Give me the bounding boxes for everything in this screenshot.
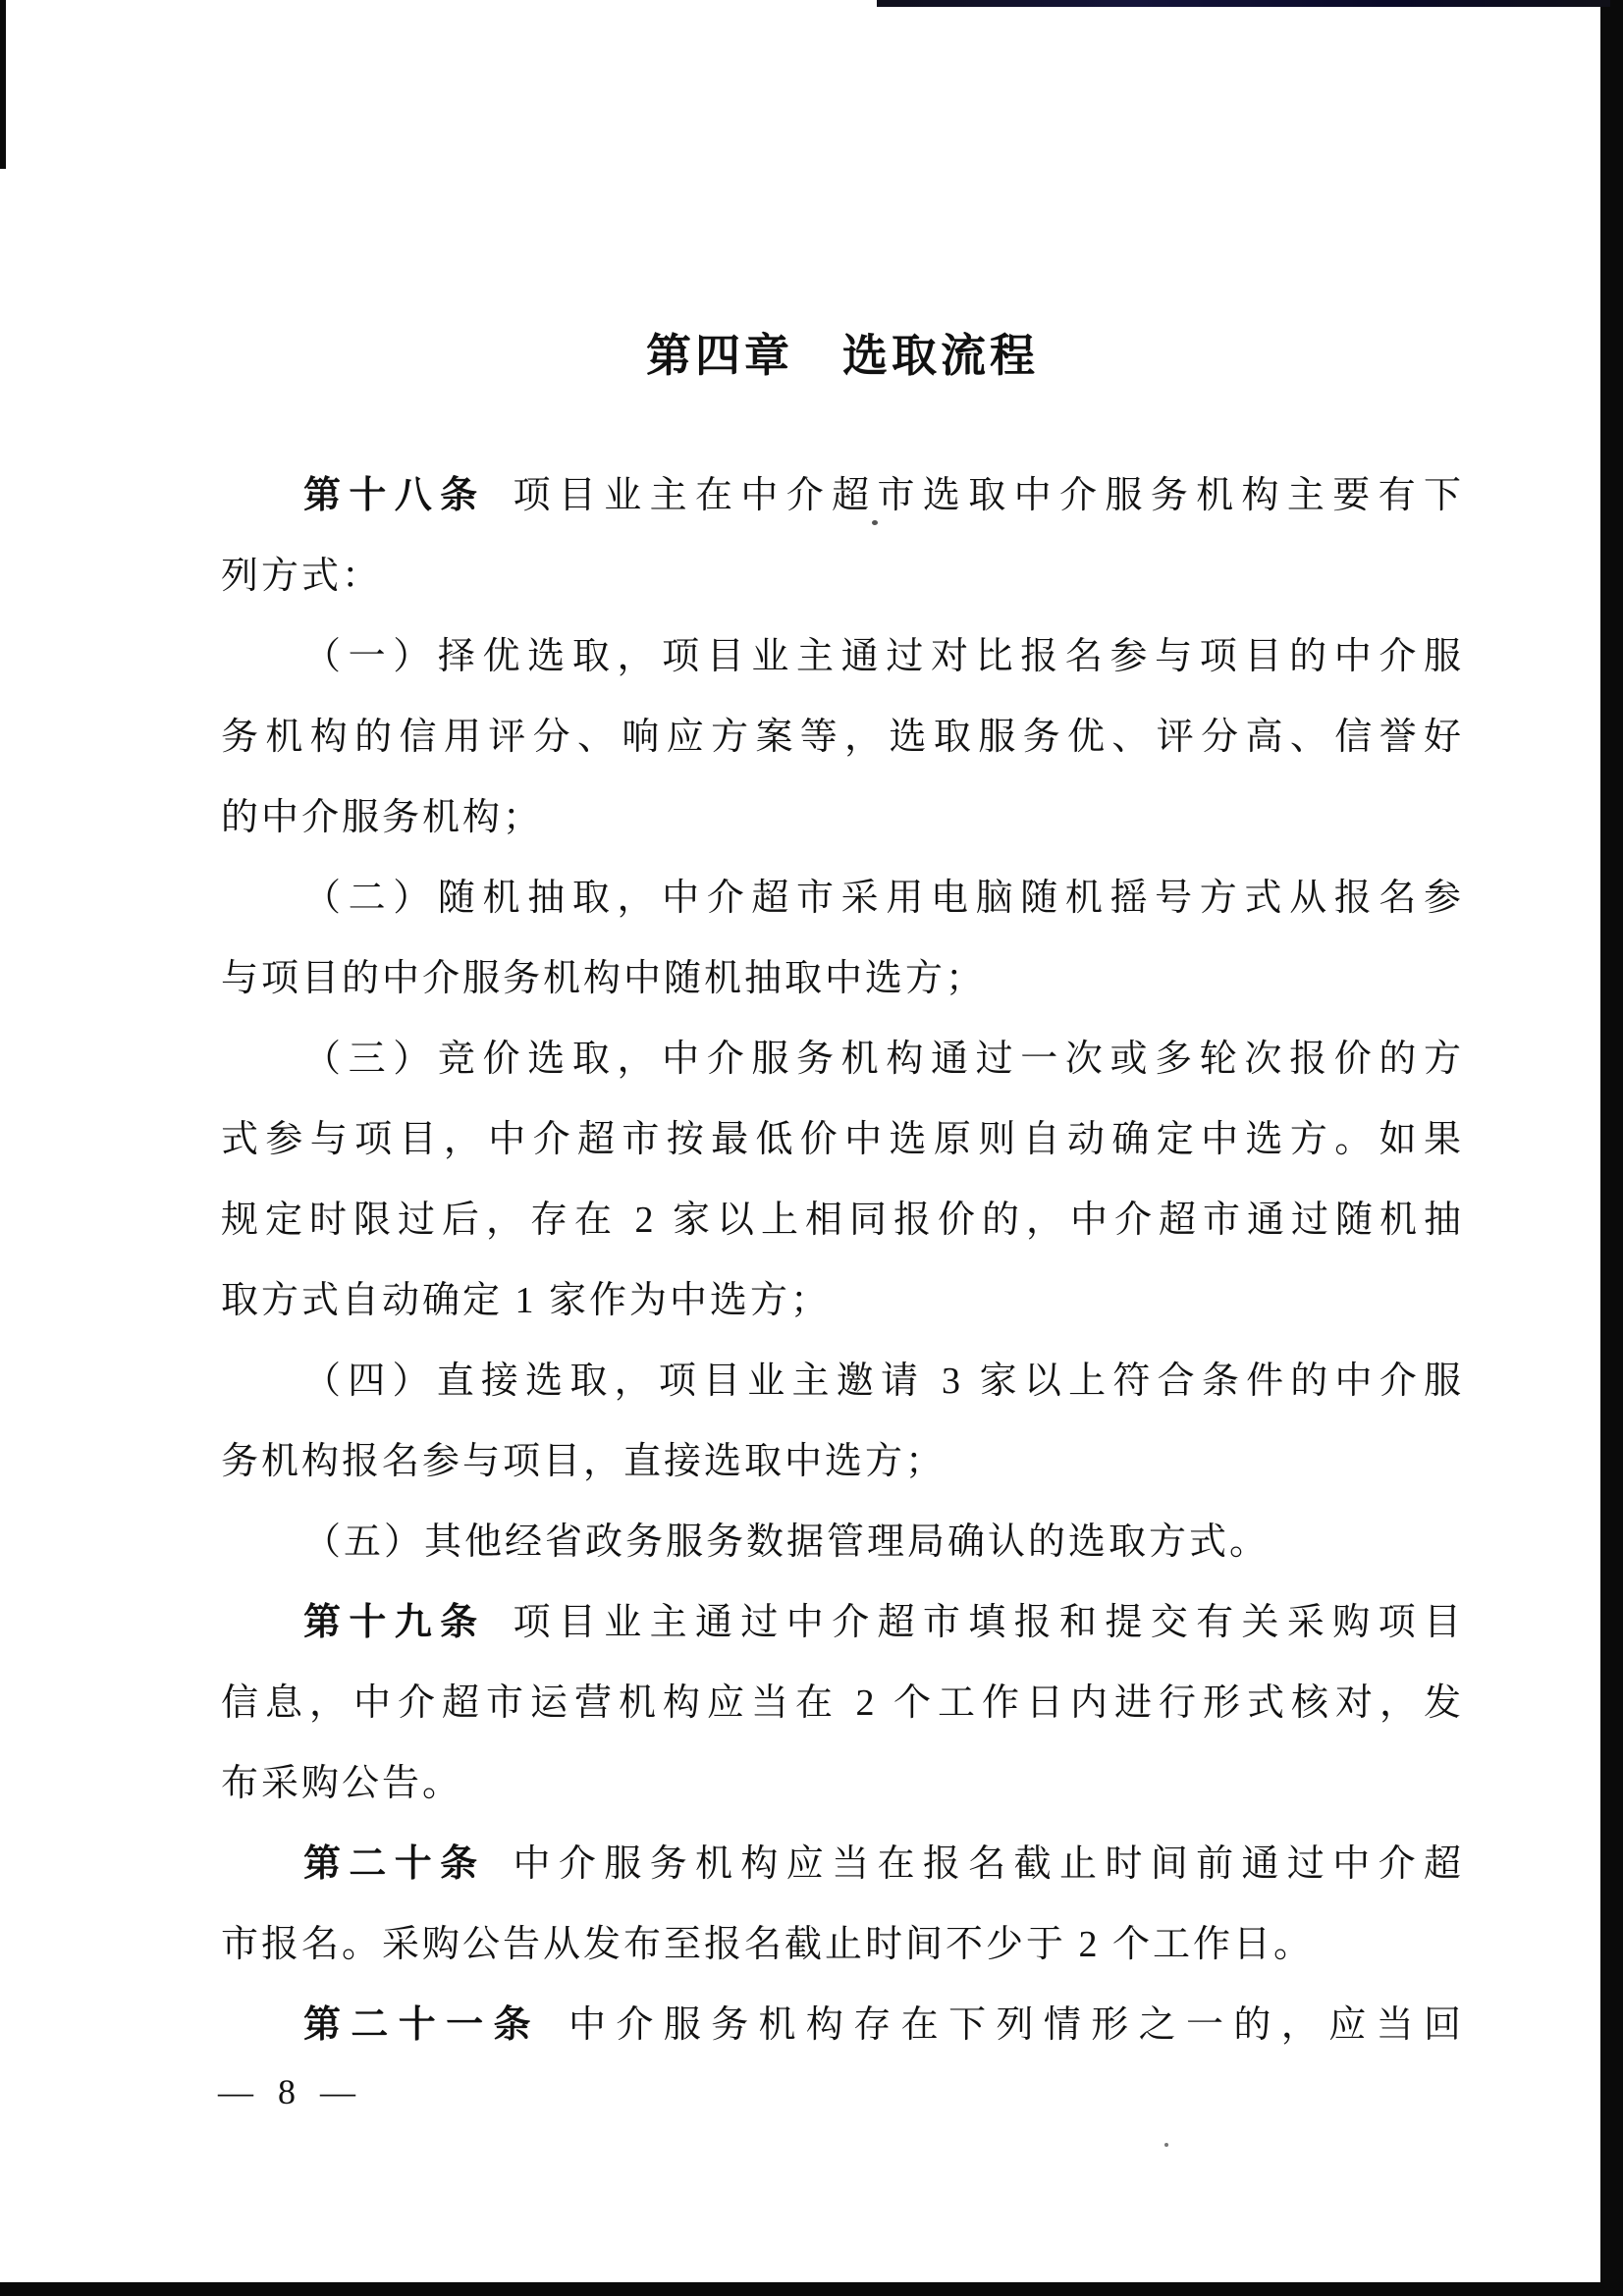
scan-artifact-right-edge — [1600, 0, 1623, 2296]
text-line — [221, 1824, 1464, 1904]
line-text: 务机构的信用评分、响应方案等，选取服务优、评分高、信誉好 — [221, 717, 1464, 758]
scan-artifact-bottom-edge — [0, 2282, 1623, 2296]
line-text: 项目业主通过中介超市填报和提交有关采购项目 — [513, 1602, 1464, 1643]
text-line — [221, 1180, 1464, 1260]
text-line — [221, 1341, 1464, 1421]
text-line — [221, 858, 1464, 938]
text-line — [221, 777, 1464, 858]
text-line — [221, 697, 1464, 777]
line-text: 市报名。采购公告从发布至报名截止时间不少于 2 个工作日。 — [221, 1924, 1315, 1965]
text-line — [221, 1582, 1464, 1663]
line-text: （五）其他经省政务服务数据管理局确认的选取方式。 — [303, 1522, 1271, 1563]
text-line — [221, 938, 1464, 1019]
article-number: 第二十条 — [303, 1843, 486, 1885]
line-text: 务机构报名参与项目，直接选取中选方； — [221, 1441, 947, 1482]
text-line — [221, 455, 1464, 536]
scan-artifact-top-edge — [877, 0, 1610, 7]
text-line — [221, 1260, 1464, 1341]
line-text: 中介服务机构应当在报名截止时间前通过中介超 — [513, 1843, 1464, 1885]
text-line — [221, 1985, 1464, 2065]
page-number: — 8 — — [218, 2072, 363, 2111]
line-text: （一）择优选取，项目业主通过对比报名参与项目的中介服 — [303, 636, 1464, 677]
line-text: 取方式自动确定 1 家作为中选方； — [221, 1280, 832, 1321]
scan-artifact-left-edge — [0, 0, 6, 169]
text-block — [221, 455, 1464, 2065]
line-text: （二）随机抽取，中介超市采用电脑随机摇号方式从报名参 — [303, 878, 1464, 919]
scan-speck — [1164, 2143, 1168, 2147]
line-text: 的中介服务机构； — [221, 797, 544, 838]
text-line — [221, 1421, 1464, 1502]
line-text: 列方式： — [221, 556, 383, 597]
line-text: （四）直接选取，项目业主邀请 3 家以上符合条件的中介服 — [303, 1361, 1464, 1402]
text-line — [221, 536, 1464, 616]
text-line — [221, 616, 1464, 697]
line-text: 与项目的中介服务机构中随机抽取中选方； — [221, 958, 987, 999]
text-line — [221, 1099, 1464, 1180]
line-text: 中介服务机构存在下列情形之一的，应当回 — [568, 2004, 1464, 2046]
scan-speck — [872, 520, 878, 525]
text-line — [221, 1663, 1464, 1743]
article-number: 第十九条 — [303, 1602, 486, 1643]
line-text: 布采购公告。 — [221, 1763, 463, 1804]
line-text: 信息，中介超市运营机构应当在 2 个工作日内进行形式核对，发 — [221, 1682, 1464, 1724]
text-line — [221, 1743, 1464, 1824]
chapter-title: 第四章 选取流程 — [646, 330, 1039, 381]
text-line — [221, 1904, 1464, 1985]
article-number: 第二十一条 — [303, 2004, 541, 2046]
text-line — [221, 1019, 1464, 1099]
line-text: 规定时限过后，存在 2 家以上相同报价的，中介超市通过随机抽 — [221, 1200, 1464, 1241]
article-number: 第十八条 — [303, 475, 486, 516]
text-line — [221, 1502, 1464, 1582]
line-text: 项目业主在中介超市选取中介服务机构主要有下 — [513, 475, 1464, 516]
line-text: 式参与项目，中介超市按最低价中选原则自动确定中选方。如果 — [221, 1119, 1464, 1160]
line-text: （三）竞价选取，中介服务机构通过一次或多轮次报价的方 — [303, 1039, 1464, 1080]
